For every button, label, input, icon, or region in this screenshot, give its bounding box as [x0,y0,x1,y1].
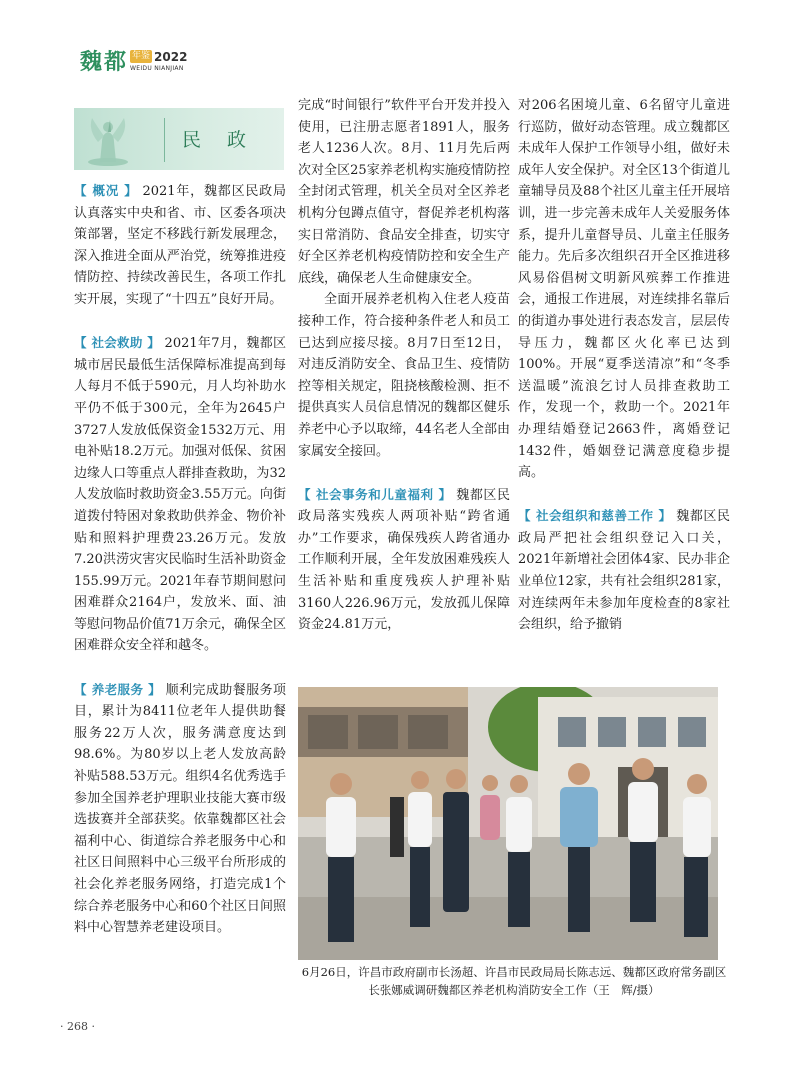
photo-caption: 6月26日，许昌市政府副市长汤超、许昌市民政局局长陈志远、魏都区政府常务副区长张娜威调研魏都区养老机构消防安全工作（王 辉/摄） [301,965,727,997]
logo-badge: 年鉴 [132,51,151,61]
paragraph-elderly-care-cont: 完成“时间银行”软件平台开发并投入使用，已注册志愿者1891人，服务老人1236人次。8月、11月先后两次对全区25家养老机构实施疫情防控全封闭式管理，机关全员对全区养老机构分包蹲点值守，督促养老机构落实日常消防、食品安全排查，切实守好全区养老机构疫情防控和安全生产底线，确保老人生命健康安全。 [298,98,510,286]
heading-overview: 【 概况 】 [74,183,138,198]
heading-social-assistance: 【 社会救助 】 [74,335,161,351]
logo-year: 2022 [154,49,188,64]
section-title: 民 政 [182,129,257,151]
paragraph-child-welfare: 对206名困境儿童、6名留守儿童进行巡防，做好动态管理。成立魏都区未成年人保护工作领导小组，做好未成年人安全保护。对全区13个街道儿童辅导员及88个社区儿童主任开展培训，进一步完善未成年人关爱服务体系，提升儿童督导员、儿童主任服务能力。先后多次组织召开全区推进移风易俗倡树文明新风殡葬工作推进会，通报工作进展，对连续排名靠后的街道办事处进行表态发言，层层传导压力，魏都区火化率已达到100%。开展“夏季送清凉”和“冬季送温暖”流浪乞讨人员排查救助工作，发现一个，救助一个。2021年办理结婚登记2663件，离婚登记1432件，婚姻登记满意度稳步提高。 [518,98,730,481]
inspection-photo [298,687,718,960]
paragraph-overview [74,180,286,311]
paragraph-social-affairs [298,484,510,636]
logo-subtitle: WEIDU NIANJIAN [130,65,184,72]
heading-elderly-care: 【 养老服务 】 [74,681,162,697]
social-affairs-text: 魏都区民政局落实残疾人两项补贴“跨省通办”工作要求，确保残疾人跨省通办工作顺利开展，全年发放困难残疾人生活补贴和重度残疾人护理补贴3160人226.96万元，发放孤儿保障资金24.81万元， [298,487,510,633]
statue-icon [80,112,136,168]
heading-social-affairs: 【 社会事务和儿童福利 】 [298,486,452,502]
paragraph-elderly-care [74,679,286,939]
heading-social-organizations: 【 社会组织和慈善工作 】 [518,508,672,524]
banner-divider [164,118,165,162]
text-column-1 [74,180,286,939]
page-number: · 268 · [60,1020,95,1033]
logo-main-text: 魏都 [80,50,129,75]
social-organizations-text: 魏都区民政局严把社会组织登记入口关，2021年新增社会团体4家、民办非企业单位12家，共有社会组织281家，对连续两年未参加年度检查的8家社会组织，给予撤销 [518,509,730,633]
social-assistance-text: 2021年7月，魏都区城市居民最低生活保障标准提高到每人每月不低于590元，月人均补助水平仍不低于300元，全年为2645户3727人发放低保资金1532万元、用电补贴18.2万元。加强对低保、贫困边缘人口等重点人群排查救助，为32人发放临时救助资金3.55万元。向街道拨付特困对象救助供养金、物价补贴和照料护理费23.26万元。发放7.20洪涝灾害灾民临时生活补助资金155.99万元。2021年春节期间慰问困难群众2164户，发放米、面、油等慰问物品价值71万余元，确保全区困难群众安全祥和越冬。 [74,336,286,654]
text-column-2 [298,95,510,636]
elderly-care-text: 顺利完成助餐服务项目，累计为8411位老年人提供助餐服务22万人次，服务满意度达到98.6%。为80岁以上老人发放高龄补贴588.53万元。组织4名优秀选手参加全国养老护理职业技能大赛市级选拔赛并全部获奖。依靠魏都区社会福利中心、街道综合养老服务中心和社区日间照料中心三级平台所形成的社会化养老服务网络，打造完成1个综合养老服务中心和60个社区日间照料中心智慧养老建设项目。 [74,682,286,936]
section-banner [74,108,284,170]
yearbook-logo [80,50,187,82]
paragraph-social-assistance [74,332,286,657]
overview-text: 2021年，魏都区民政局认真落实中央和省、市、区委各项决策部署，坚定不移践行新发展理念，深入推进全面从严治党，统筹推进疫情防控、持续改善民生，各项工作扎实开展，实现了“十四五”良好开局。 [74,184,286,307]
photo-illustration [298,687,718,960]
text-column-3 [518,95,730,636]
paragraph-social-organizations [518,505,730,636]
paragraph-vaccination: 全面开展养老机构入住老人疫苗接种工作，符合接种条件老人和员工已达到应接尽接。8月7日至12日，对违反消防安全、食品卫生、疫情防控等相关规定，阻挠核酸检测、拒不提供真实人员信息情况的魏都区健乐养老中心予以取缔，44名老人全部由家属安全接回。 [298,292,510,459]
